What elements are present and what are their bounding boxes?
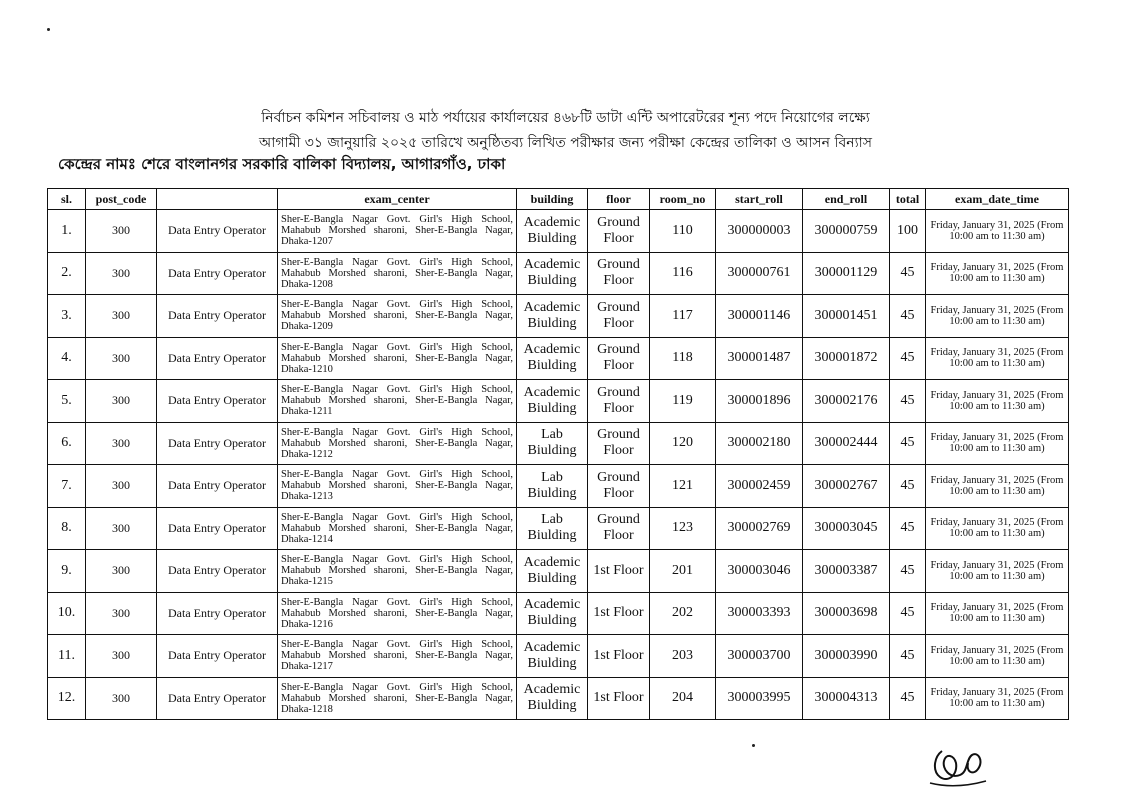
serial-cell: 8. <box>48 507 86 550</box>
floor-cell: Ground Floor <box>588 252 650 295</box>
exam-center-cell: Sher-E-Bangla Nagar Govt. Girl's High School, Mahabub Morshed sharoni, Sher-E-Bangla Nagar, Dhaka-1211 <box>278 380 517 423</box>
post-code-cell: 300 <box>86 252 157 295</box>
scan-speck <box>47 28 50 31</box>
start-roll-cell: 300002459 <box>716 465 803 508</box>
serial-cell: 3. <box>48 295 86 338</box>
serial-cell: 7. <box>48 465 86 508</box>
post-name-cell: Data Entry Operator <box>157 380 278 423</box>
column-header: total <box>890 189 926 210</box>
building-cell: Lab Biulding <box>517 422 588 465</box>
exam-center-cell: Sher-E-Bangla Nagar Govt. Girl's High School, Mahabub Morshed sharoni, Sher-E-Bangla Nagar, Dhaka-1209 <box>278 295 517 338</box>
exam-date-time-cell: Friday, January 31, 2025 (From 10:00 am to 11:30 am) <box>926 677 1069 720</box>
exam-center-cell: Sher-E-Bangla Nagar Govt. Girl's High School, Mahabub Morshed sharoni, Sher-E-Bangla Nagar, Dhaka-1207 <box>278 210 517 253</box>
total-cell: 100 <box>890 210 926 253</box>
end-roll-cell: 300001129 <box>803 252 890 295</box>
table-row <box>48 550 1069 593</box>
room-no-cell: 117 <box>650 295 716 338</box>
room-no-cell: 119 <box>650 380 716 423</box>
exam-center-cell: Sher-E-Bangla Nagar Govt. Girl's High School, Mahabub Morshed sharoni, Sher-E-Bangla Nagar, Dhaka-1213 <box>278 465 517 508</box>
exam-date-time-cell: Friday, January 31, 2025 (From 10:00 am to 11:30 am) <box>926 507 1069 550</box>
post-code-cell: 300 <box>86 635 157 678</box>
post-name-cell: Data Entry Operator <box>157 422 278 465</box>
serial-cell: 9. <box>48 550 86 593</box>
post-name-cell: Data Entry Operator <box>157 677 278 720</box>
end-roll-cell: 300001872 <box>803 337 890 380</box>
serial-cell: 2. <box>48 252 86 295</box>
start-roll-cell: 300002769 <box>716 507 803 550</box>
floor-cell: 1st Floor <box>588 550 650 593</box>
building-cell: Academic Biulding <box>517 635 588 678</box>
end-roll-cell: 300000759 <box>803 210 890 253</box>
start-roll-cell: 300000761 <box>716 252 803 295</box>
serial-cell: 4. <box>48 337 86 380</box>
exam-center-cell: Sher-E-Bangla Nagar Govt. Girl's High School, Mahabub Morshed sharoni, Sher-E-Bangla Nagar, Dhaka-1212 <box>278 422 517 465</box>
column-header: exam_date_time <box>926 189 1069 210</box>
exam-date-time-cell: Friday, January 31, 2025 (From 10:00 am to 11:30 am) <box>926 550 1069 593</box>
post-name-cell: Data Entry Operator <box>157 635 278 678</box>
post-code-cell: 300 <box>86 507 157 550</box>
floor-cell: 1st Floor <box>588 592 650 635</box>
exam-center-cell: Sher-E-Bangla Nagar Govt. Girl's High School, Mahabub Morshed sharoni, Sher-E-Bangla Nagar, Dhaka-1216 <box>278 592 517 635</box>
floor-cell: Ground Floor <box>588 337 650 380</box>
end-roll-cell: 300002767 <box>803 465 890 508</box>
serial-cell: 12. <box>48 677 86 720</box>
exam-center-cell: Sher-E-Bangla Nagar Govt. Girl's High School, Mahabub Morshed sharoni, Sher-E-Bangla Nagar, Dhaka-1215 <box>278 550 517 593</box>
post-code-cell: 300 <box>86 295 157 338</box>
table-row <box>48 380 1069 423</box>
floor-cell: Ground Floor <box>588 295 650 338</box>
serial-cell: 11. <box>48 635 86 678</box>
column-header: start_roll <box>716 189 803 210</box>
floor-cell: 1st Floor <box>588 677 650 720</box>
start-roll-cell: 300003700 <box>716 635 803 678</box>
document-title-line-2: আগামী ৩১ জানুয়ারি ২০২৫ তারিখে অনুষ্ঠিতব্য লিখিত পরীক্ষার জন্য পরীক্ষা কেন্দ্রের তালিকা ও আসন বিন্যাস <box>259 135 872 151</box>
room-no-cell: 201 <box>650 550 716 593</box>
table-row <box>48 592 1069 635</box>
building-cell: Lab Biulding <box>517 465 588 508</box>
total-cell: 45 <box>890 252 926 295</box>
table-row <box>48 677 1069 720</box>
total-cell: 45 <box>890 635 926 678</box>
post-name-cell: Data Entry Operator <box>157 592 278 635</box>
exam-center-cell: Sher-E-Bangla Nagar Govt. Girl's High School, Mahabub Morshed sharoni, Sher-E-Bangla Nagar, Dhaka-1208 <box>278 252 517 295</box>
exam-date-time-cell: Friday, January 31, 2025 (From 10:00 am to 11:30 am) <box>926 337 1069 380</box>
serial-cell: 6. <box>48 422 86 465</box>
floor-cell: Ground Floor <box>588 422 650 465</box>
exam-center-name: কেন্দ্রের নামঃ শেরে বাংলানগর সরকারি বালিকা বিদ্যালয়, আগারগাঁও, ঢাকা <box>58 155 506 173</box>
handwritten-signature-icon <box>928 733 988 788</box>
end-roll-cell: 300003387 <box>803 550 890 593</box>
column-header: floor <box>588 189 650 210</box>
seat-plan-table <box>47 188 1069 720</box>
exam-date-time-cell: Friday, January 31, 2025 (From 10:00 am to 11:30 am) <box>926 380 1069 423</box>
end-roll-cell: 300001451 <box>803 295 890 338</box>
end-roll-cell: 300003698 <box>803 592 890 635</box>
building-cell: Academic Biulding <box>517 295 588 338</box>
floor-cell: Ground Floor <box>588 465 650 508</box>
document-title-line-1: নির্বাচন কমিশন সচিবালয় ও মাঠ পর্যায়ের কার্যালয়ের ৪৬৮টি ডাটা এন্টি অপারেটরের শূন্য পদে নিয়োগের লক্ষ্যে <box>261 110 870 126</box>
start-roll-cell: 300003393 <box>716 592 803 635</box>
floor-cell: Ground Floor <box>588 210 650 253</box>
post-name-cell: Data Entry Operator <box>157 252 278 295</box>
room-no-cell: 110 <box>650 210 716 253</box>
exam-center-cell: Sher-E-Bangla Nagar Govt. Girl's High School, Mahabub Morshed sharoni, Sher-E-Bangla Nagar, Dhaka-1218 <box>278 677 517 720</box>
building-cell: Academic Biulding <box>517 550 588 593</box>
exam-date-time-cell: Friday, January 31, 2025 (From 10:00 am to 11:30 am) <box>926 295 1069 338</box>
start-roll-cell: 300001146 <box>716 295 803 338</box>
start-roll-cell: 300003995 <box>716 677 803 720</box>
table-row <box>48 635 1069 678</box>
room-no-cell: 121 <box>650 465 716 508</box>
column-header: end_roll <box>803 189 890 210</box>
end-roll-cell: 300002444 <box>803 422 890 465</box>
post-code-cell: 300 <box>86 550 157 593</box>
post-code-cell: 300 <box>86 210 157 253</box>
end-roll-cell: 300004313 <box>803 677 890 720</box>
post-name-cell: Data Entry Operator <box>157 295 278 338</box>
post-name-cell: Data Entry Operator <box>157 507 278 550</box>
post-name-cell: Data Entry Operator <box>157 550 278 593</box>
total-cell: 45 <box>890 295 926 338</box>
building-cell: Academic Biulding <box>517 380 588 423</box>
post-code-cell: 300 <box>86 422 157 465</box>
post-code-cell: 300 <box>86 380 157 423</box>
total-cell: 45 <box>890 550 926 593</box>
room-no-cell: 203 <box>650 635 716 678</box>
start-roll-cell: 300003046 <box>716 550 803 593</box>
exam-date-time-cell: Friday, January 31, 2025 (From 10:00 am to 11:30 am) <box>926 635 1069 678</box>
room-no-cell: 204 <box>650 677 716 720</box>
total-cell: 45 <box>890 337 926 380</box>
post-name-cell: Data Entry Operator <box>157 337 278 380</box>
total-cell: 45 <box>890 592 926 635</box>
exam-date-time-cell: Friday, January 31, 2025 (From 10:00 am to 11:30 am) <box>926 465 1069 508</box>
start-roll-cell: 300000003 <box>716 210 803 253</box>
exam-center-cell: Sher-E-Bangla Nagar Govt. Girl's High School, Mahabub Morshed sharoni, Sher-E-Bangla Nagar, Dhaka-1210 <box>278 337 517 380</box>
table-row <box>48 210 1069 253</box>
column-header: sl. <box>48 189 86 210</box>
column-header: room_no <box>650 189 716 210</box>
exam-date-time-cell: Friday, January 31, 2025 (From 10:00 am to 11:30 am) <box>926 252 1069 295</box>
floor-cell: 1st Floor <box>588 635 650 678</box>
total-cell: 45 <box>890 422 926 465</box>
column-header: building <box>517 189 588 210</box>
post-name-cell: Data Entry Operator <box>157 465 278 508</box>
total-cell: 45 <box>890 380 926 423</box>
post-code-cell: 300 <box>86 465 157 508</box>
start-roll-cell: 300001487 <box>716 337 803 380</box>
building-cell: Academic Biulding <box>517 592 588 635</box>
column-header: post_code <box>86 189 157 210</box>
building-cell: Academic Biulding <box>517 677 588 720</box>
serial-cell: 1. <box>48 210 86 253</box>
post-code-cell: 300 <box>86 592 157 635</box>
room-no-cell: 120 <box>650 422 716 465</box>
total-cell: 45 <box>890 465 926 508</box>
serial-cell: 5. <box>48 380 86 423</box>
start-roll-cell: 300001896 <box>716 380 803 423</box>
exam-center-cell: Sher-E-Bangla Nagar Govt. Girl's High School, Mahabub Morshed sharoni, Sher-E-Bangla Nagar, Dhaka-1214 <box>278 507 517 550</box>
post-code-cell: 300 <box>86 337 157 380</box>
total-cell: 45 <box>890 677 926 720</box>
table-row <box>48 422 1069 465</box>
table-row <box>48 465 1069 508</box>
start-roll-cell: 300002180 <box>716 422 803 465</box>
table-row <box>48 252 1069 295</box>
room-no-cell: 123 <box>650 507 716 550</box>
table-row <box>48 337 1069 380</box>
building-cell: Academic Biulding <box>517 210 588 253</box>
building-cell: Academic Biulding <box>517 252 588 295</box>
building-cell: Lab Biulding <box>517 507 588 550</box>
table-row <box>48 507 1069 550</box>
end-roll-cell: 300002176 <box>803 380 890 423</box>
room-no-cell: 202 <box>650 592 716 635</box>
post-code-cell: 300 <box>86 677 157 720</box>
column-header <box>157 189 278 210</box>
room-no-cell: 116 <box>650 252 716 295</box>
post-name-cell: Data Entry Operator <box>157 210 278 253</box>
exam-date-time-cell: Friday, January 31, 2025 (From 10:00 am to 11:30 am) <box>926 422 1069 465</box>
end-roll-cell: 300003990 <box>803 635 890 678</box>
floor-cell: Ground Floor <box>588 380 650 423</box>
exam-center-cell: Sher-E-Bangla Nagar Govt. Girl's High School, Mahabub Morshed sharoni, Sher-E-Bangla Nagar, Dhaka-1217 <box>278 635 517 678</box>
serial-cell: 10. <box>48 592 86 635</box>
total-cell: 45 <box>890 507 926 550</box>
room-no-cell: 118 <box>650 337 716 380</box>
table-header-row <box>48 189 1069 210</box>
table-row <box>48 295 1069 338</box>
scan-speck <box>752 744 755 747</box>
building-cell: Academic Biulding <box>517 337 588 380</box>
exam-date-time-cell: Friday, January 31, 2025 (From 10:00 am to 11:30 am) <box>926 210 1069 253</box>
exam-date-time-cell: Friday, January 31, 2025 (From 10:00 am to 11:30 am) <box>926 592 1069 635</box>
column-header: exam_center <box>278 189 517 210</box>
end-roll-cell: 300003045 <box>803 507 890 550</box>
floor-cell: Ground Floor <box>588 507 650 550</box>
